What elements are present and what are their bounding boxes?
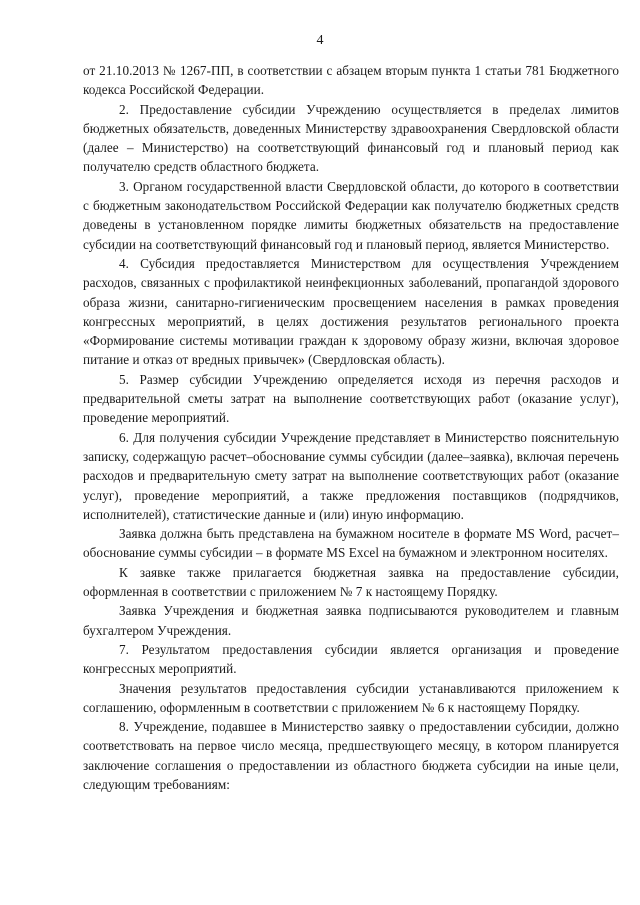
paragraph-item-3: 3. Органом государственной власти Свердловской области, до которого в соответствии с бюджетным законодательством Российской Федерации как получателю бюджетных средств доведены в установленном порядке лимиты бюджетных обязательств на предоставление субсидии на соответствующий финансовый год и плановый период, является Министерство. <box>83 178 619 252</box>
paragraph-continuation: от 21.10.2013 № 1267-ПП, в соответствии с абзацем вторым пункта 1 статьи 781 Бюджетного кодекса Российской Федерации. <box>83 63 619 98</box>
paragraph-result-values: Значения результатов предоставления субсидии устанавливаются приложением к соглашению, оформленным в соответствии с приложением № 6 к настоящему Порядку. <box>83 680 619 715</box>
paragraph-item-2: 2. Предоставление субсидии Учреждению осуществляется в пределах лимитов бюджетных обязательств, доведенных Министерству здравоохранения Свердловской области (далее – Министерство) на соответствующий финансовый год и плановый период как получателю средств областного бюджета. <box>83 101 619 175</box>
paragraph-budget-application: К заявке также прилагается бюджетная заявка на предоставление субсидии, оформленная в соответствии с приложением № 7 к настоящему Порядку. <box>83 564 619 600</box>
paragraph-item-8: 8. Учреждение, подавшее в Министерство заявку о предоставлении субсидии, должно соответствовать на первое число месяца, предшествующего месяцу, в котором планируется заключение соглашения о предоставлении из областного бюджета субсидии на иные цели, следующим требованиям: <box>83 719 619 792</box>
paragraph-application-format: Заявка должна быть представлена на бумажном носителе в формате MS Word, расчет–обоснование суммы субсидии – в формате MS Excel на бумажном и электронном носителях. <box>83 526 619 561</box>
page-number: 4 <box>316 33 324 48</box>
paragraph-item-6: 6. Для получения субсидии Учреждение представляет в Министерство пояснительную записку, содержащую расчет–обоснование суммы субсидии (далее–заявка), включая перечень расходов и предварительную смету затрат на выполнение соответствующих работ (оказание услуг), проведение мероприятий, а также предложения поставщиков (подрядчиков, исполнителей), статистические данные и (или) иную информацию. <box>83 429 619 522</box>
document-body <box>83 61 619 794</box>
paragraph-item-5: 5. Размер субсидии Учреждению определяется исходя из перечня расходов и предварительной сметы затрат на выполнение соответствующих работ (оказание услуг), проведение мероприятий. <box>83 371 619 426</box>
paragraph-item-7: 7. Результатом предоставления субсидии является организация и проведение конгрессных мероприятий. <box>83 641 619 677</box>
paragraph-signatures: Заявка Учреждения и бюджетная заявка подписываются руководителем и главным бухгалтером Учреждения. <box>83 603 619 638</box>
paragraph-item-4: 4. Субсидия предоставляется Министерством для осуществления Учреждением расходов, связанных с профилактикой неинфекционных заболеваний, пропагандой здорового образа жизни, санитарно-гигиеническим просвещением населения в рамках проведения конгрессных мероприятий, в целях достижения результатов регионального проекта «Формирование системы мотивации граждан к здоровому образу жизни, включая здоровое питание и отказ от вредных привычек» (Свердловская область). <box>83 255 619 368</box>
